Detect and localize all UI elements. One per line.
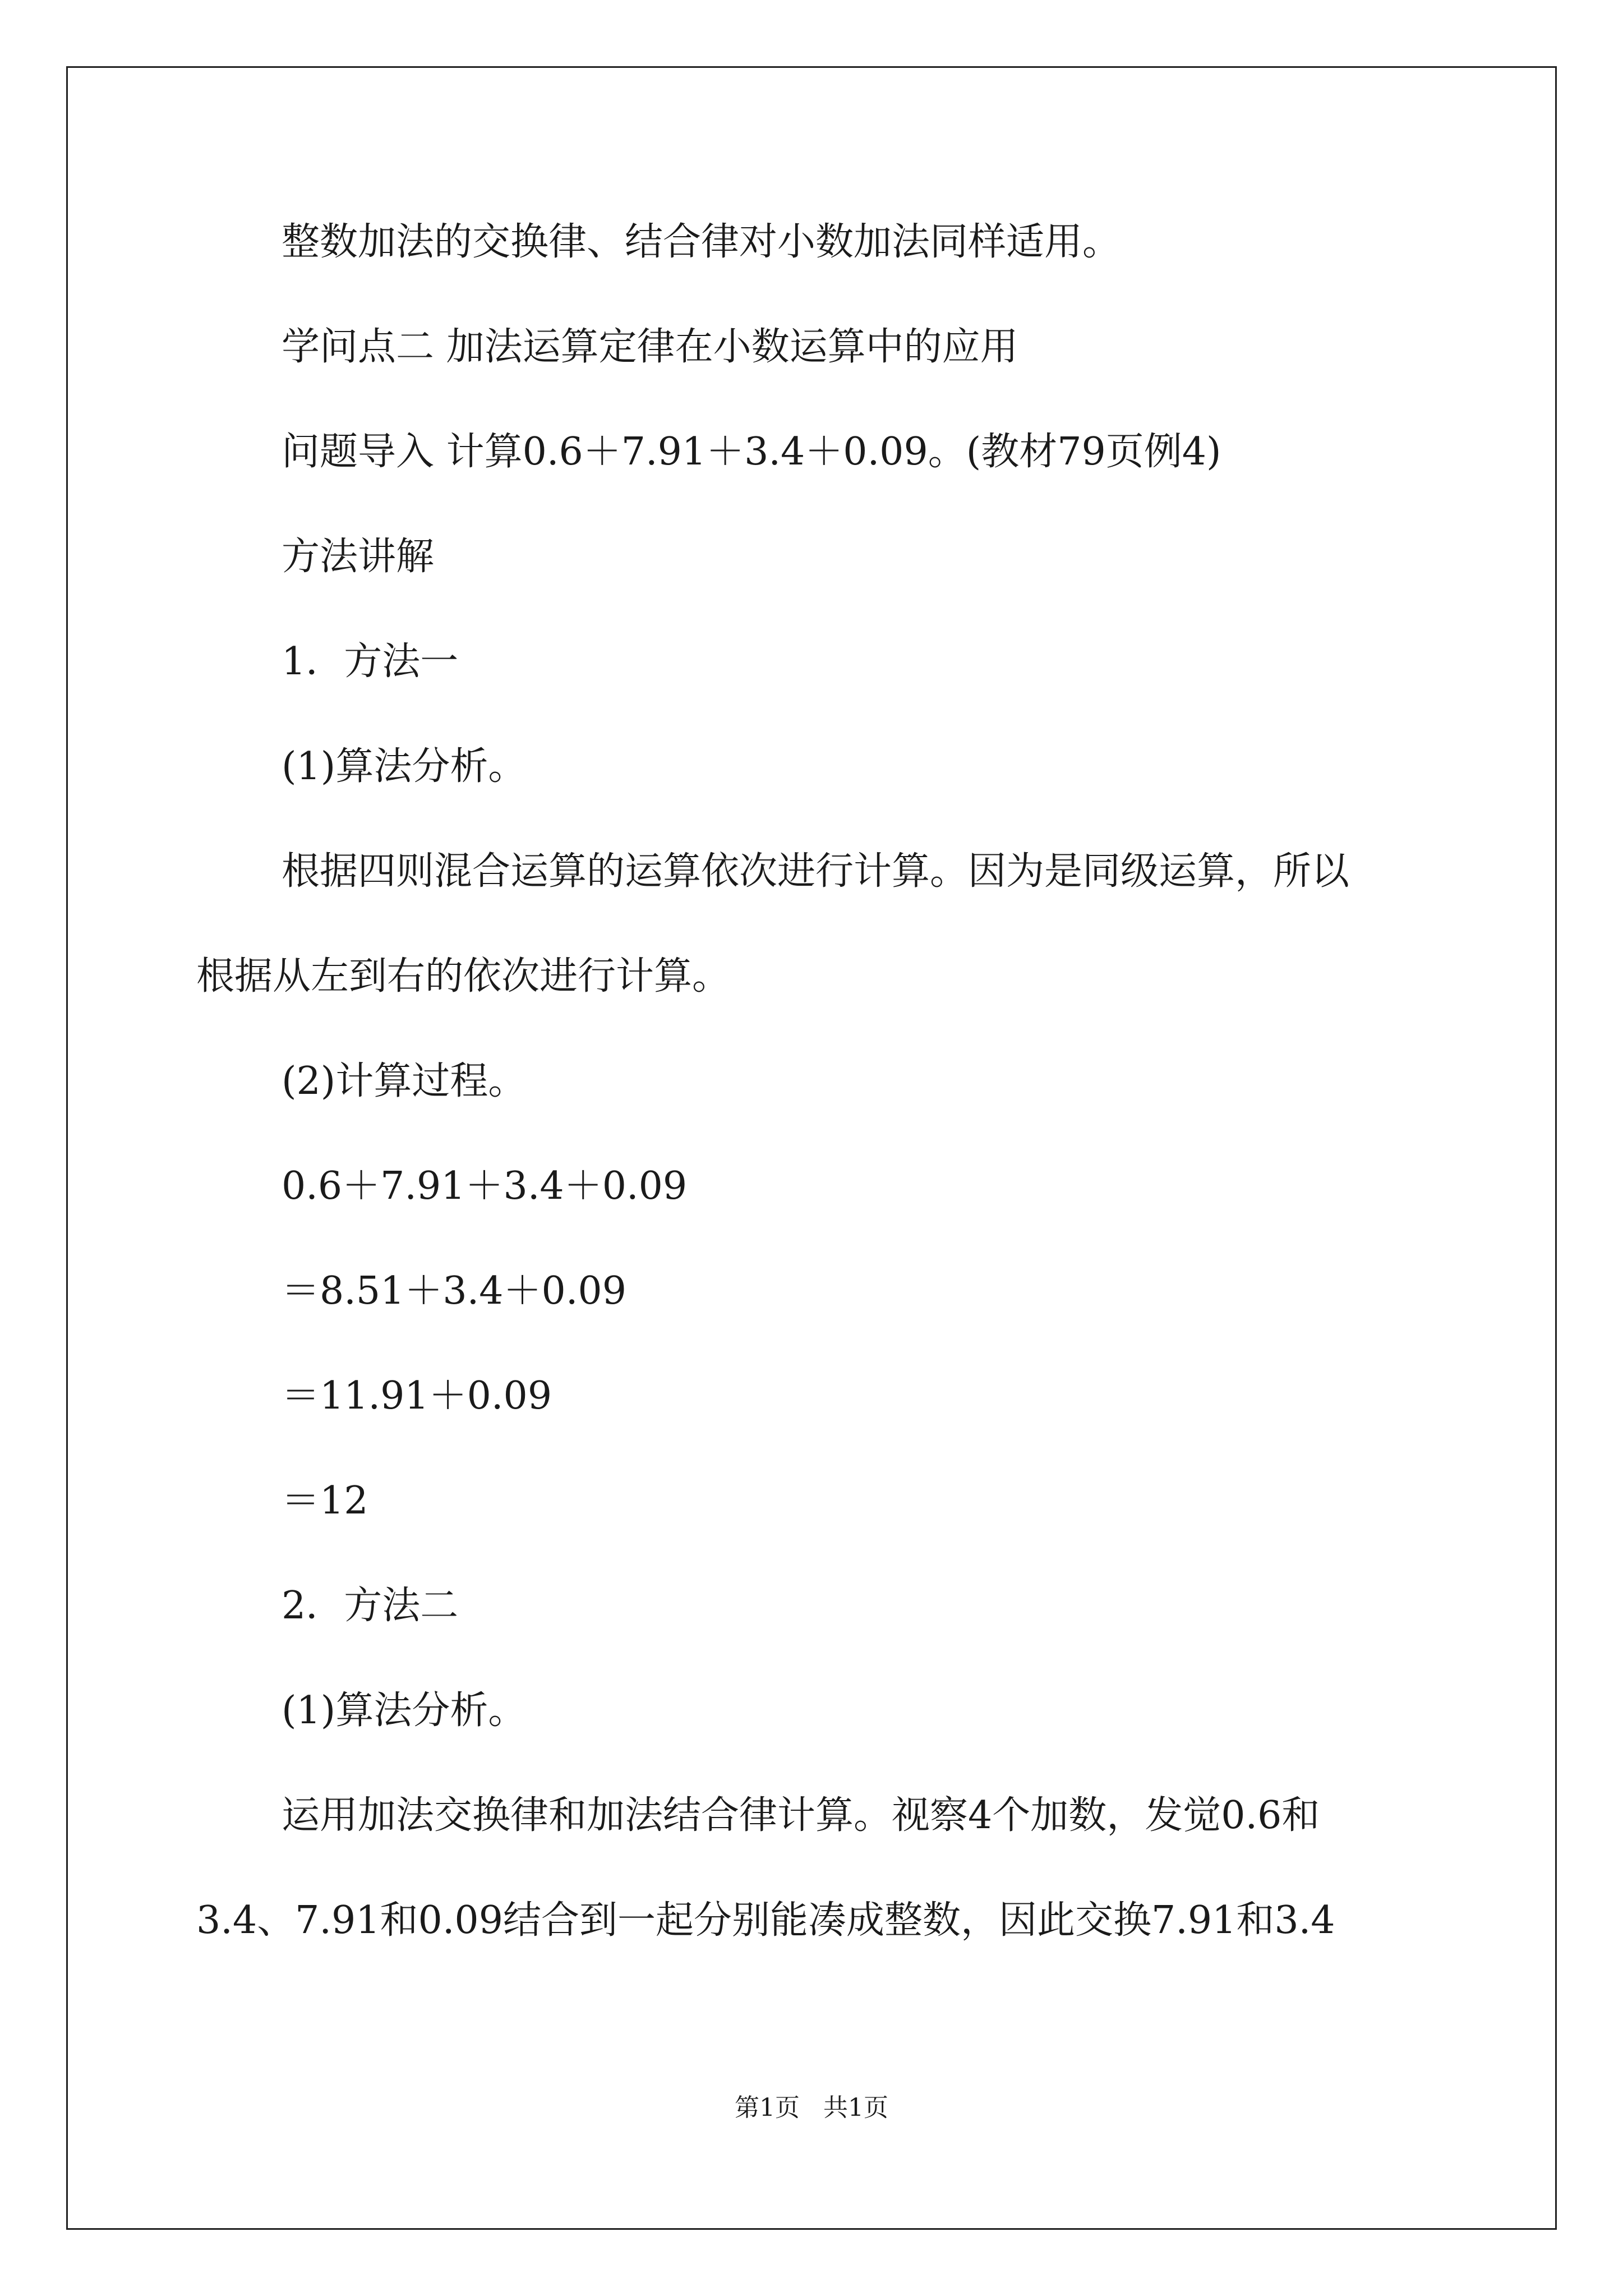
equation-line-1: 0.6＋7.91＋3.4＋0.09 (282, 1164, 688, 1208)
algorithm-analysis-label-2: (1)算法分析。 (282, 1688, 527, 1733)
equation-line-2: ＝8.51＋3.4＋0.09 (282, 1269, 626, 1313)
calculation-process-label: (2)计算过程。 (282, 1059, 527, 1103)
paragraph-line-8: 根据从左到右的依次进行计算。 (196, 954, 731, 999)
paragraph-line-16: 运用加法交换律和加法结合律计算。视察4个加数，发觉0.6和 (282, 1793, 1320, 1838)
method-one-heading: 1．方法一 (282, 639, 459, 684)
page-number-footer: 第1页 共1页 (735, 2093, 888, 2122)
section-heading: 学问点二 加法运算定律在小数运算中的应用 (282, 325, 1018, 369)
algorithm-analysis-label-1: (1)算法分析。 (282, 744, 527, 789)
equation-line-3: ＝11.91＋0.09 (282, 1374, 552, 1418)
paragraph-line-1: 整数加法的交换律、结合律对小数加法同样适用。 (282, 220, 1121, 264)
equation-line-4: ＝12 (282, 1479, 368, 1523)
paragraph-line-7: 根据四则混合运算的运算依次进行计算。因为是同级运算，所以 (282, 849, 1350, 894)
method-two-heading: 2．方法二 (282, 1584, 459, 1628)
paragraph-line-17: 3.4、7.91和0.09结合到一起分别能凑成整数，因此交换7.91和3.4 (196, 1898, 1335, 1943)
problem-intro: 问题导入 计算0.6＋7.91＋3.4＋0.09。(教材79页例4) (282, 430, 1221, 474)
method-explanation-heading: 方法讲解 (282, 535, 435, 579)
